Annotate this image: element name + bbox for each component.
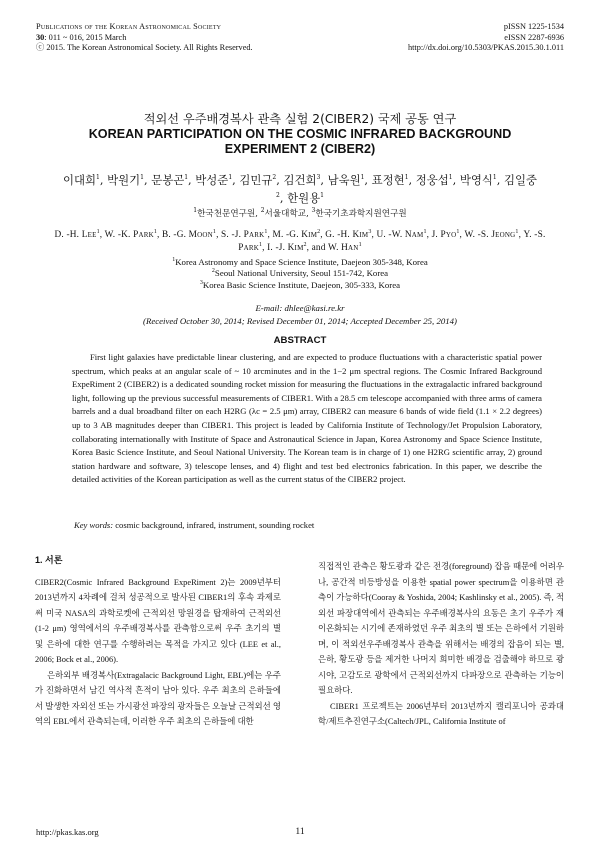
author <box>432 230 460 240</box>
author <box>55 230 100 240</box>
affiliation-name: 서울대학교 <box>264 209 307 219</box>
author <box>325 230 371 240</box>
affiliation-marker: 1 <box>264 228 268 235</box>
affiliation-text: Seoul National University, Seoul 151-742, Korea <box>214 268 389 279</box>
footer-url[interactable]: http://pkas.kas.org <box>36 827 99 837</box>
affiliation-marker: 1 <box>404 174 409 182</box>
affiliation-marker: 1 <box>320 191 324 199</box>
author-name: 표정현 <box>371 173 405 187</box>
author <box>63 173 100 187</box>
author-name: 김건희 <box>283 173 317 187</box>
affiliation-marker: 1 <box>358 241 362 248</box>
keywords <box>74 520 544 530</box>
abstract-heading: ABSTRACT <box>273 335 327 346</box>
author <box>151 173 188 187</box>
affiliation <box>193 209 255 219</box>
author-name: 정웅섭 <box>415 173 449 187</box>
affiliation-number: 2 <box>260 207 265 215</box>
author <box>464 230 518 240</box>
author <box>272 230 320 240</box>
volume-number: 30 <box>36 32 45 42</box>
affiliation-number: 3 <box>199 279 203 286</box>
author-name: B. -G. Moon <box>161 230 213 240</box>
abstract-text: First light galaxies have predictable linear clustering, and are expected to produce fluctuations with a characteristic spatial power spectrum, which peaks at an angular scale of ~ 10 arcminutes and in the 1−2 μm spectral regions. The Cosmic Infrared Background ExpeRiment 2 (CIBER2) is a dedicated sounding rocket mission for measuring the fluctuations in the extragalactic infrared background light, following up the previous successful measurements of CIBER1. With a 28.5 cm telescope accompanied with three arms of camera barrels and a dual broadband filter on each H2RG (λc = 2.5 μm) array, CIBER2 can measure 6 bands of wide field (1.1 × 2.2 degrees) up to 3 AB magnitudes deeper than CIBER1. This project is leaded by California Institute of Technology/Jet Propulsion Laboratory, collaborating internationally with Institute of Space and Astronautical Science in Japan, Korea Astronomy and Space Science Institute, Korea Basic Science Institute, and Seoul National University. The Korean team is in charge of 1) one H2RG scientific array, 2) ground station hardware and software, 3) telescope lenses, and 4) flight and test bed electronics fabrication. In this paper, we describe the detailed activities of the Korean participation as well as the current status of the CIBER2 project. <box>72 352 542 485</box>
affiliation-marker: 1 <box>96 174 100 182</box>
author-name: 박성준 <box>195 173 229 187</box>
author <box>162 230 216 240</box>
affiliation <box>312 209 407 219</box>
korean-affiliations: $^1$한국천문연구원, $^2$서울대학교, $^3$한국기초과학지원연구원 <box>193 207 407 219</box>
section-heading-introduction: 1. 서론 <box>35 555 63 565</box>
author <box>328 243 362 253</box>
author <box>287 191 324 205</box>
body-column-right <box>318 559 564 730</box>
english-title <box>30 127 570 157</box>
english-title-line-2: EXPERIMENT 2 (CIBER2) <box>224 142 376 156</box>
print-issn: pISSN 1225-1534 <box>503 22 564 31</box>
body-paragraph: CIBER2(Cosmic Infrared Background ExpeRiment 2)는 2009년부터 2013년까지 4차례에 걸쳐 성공적으로 발사된 CIBER1의 후속 과제로써 미국 NASA의 과학로켓에 근적외선 망원경을 탑재하여 근적외선(1-2 μm) 영역에서의 우주배경복사를 관측함으로써 우주 초기의 별 및 은하에 대한 연구를 수행하려는 목적을 가지고 있다 (LEE et al., 2006; Bock et al., 2006). <box>35 577 281 664</box>
page-number: 11 <box>295 826 305 837</box>
pages-date: : 011 ~ 016, 2015 March <box>44 32 127 42</box>
author-name: 박영식 <box>459 173 493 187</box>
affiliation <box>0 257 600 268</box>
author <box>267 243 307 253</box>
author <box>460 173 497 187</box>
author-name: U. -W. Nam <box>376 230 424 240</box>
affiliation-marker: 1 <box>153 228 158 235</box>
author-name: W. Han <box>327 242 359 253</box>
affiliation-marker: 1 <box>140 174 144 182</box>
author <box>372 173 409 187</box>
volume-pages <box>36 33 126 44</box>
online-issn: eISSN 2287-6936 <box>504 32 564 42</box>
affiliation-marker: 2 <box>272 174 277 182</box>
contact-email: E-mail: dhlee@kasi.re.kr <box>255 303 345 313</box>
author-name: 박원기 <box>107 173 141 187</box>
author <box>328 173 365 187</box>
affiliation-marker: 1 <box>228 174 233 182</box>
affiliation <box>261 209 306 219</box>
copyright-notice: ⓒ 2015. The Korean Astronomical Society. All Rights Reserved. <box>36 43 253 53</box>
author-name: G. -H. Kim <box>325 230 369 240</box>
affiliation <box>0 280 600 291</box>
english-affiliations <box>0 257 600 291</box>
english-author-list: D. -H. Lee$^1$, W. -K. Park$^1$, B. -G. Moon$^1$, S. -J. Park$^1$, M. -G. Kim$^2$, G. -H. Kim$^3$, U. -W. Nam$^1$, J. Pyo$^1$, W. -S. Jeong$^1$, Y. -S. Park$^1$, I. -J. Kim$^2$, and W. Han$^1$ <box>54 228 546 253</box>
body-column-left <box>35 553 281 730</box>
keywords-list: cosmic background, infrared, instrument, sounding rocket <box>115 520 315 530</box>
journal-header <box>36 22 564 54</box>
author-name: 김민규 <box>239 173 273 187</box>
affiliation-marker: 1 <box>423 228 427 235</box>
author <box>283 173 320 187</box>
author-name: 문봉곤 <box>151 173 185 187</box>
affiliation-marker: 3 <box>368 228 372 235</box>
keywords-label: Key words: <box>74 520 114 530</box>
author-name: Y. -S. Park <box>238 230 546 253</box>
affiliation-marker: 1 <box>184 174 189 182</box>
affiliation-marker: 1 <box>212 228 217 235</box>
author <box>195 173 232 187</box>
affiliation-marker: 1 <box>492 174 497 182</box>
doi-link[interactable]: http://dx.doi.org/10.5303/PKAS.2015.30.1.011 <box>407 43 564 53</box>
journal-name: Publications of the Korean Astronomical Society <box>36 22 222 31</box>
affiliation-text: Korea Basic Science Institute, Daejeon, 305-333, Korea <box>202 279 401 290</box>
author <box>221 230 268 240</box>
author-name: J. Pyo <box>431 230 457 240</box>
author-name: W. -S. Jeong <box>464 230 516 240</box>
submission-dates: (Received October 30, 2014; Revised December 01, 2014; Accepted December 25, 2014) <box>143 316 457 326</box>
author <box>416 173 453 187</box>
affiliation <box>0 268 600 279</box>
author-name: 김일중 <box>503 173 537 187</box>
body-paragraph: 직접적인 관측은 황도광과 같은 전경(foreground) 잡음 때문에 어려우나, 공간적 비등방성을 이용한 spatial power spectrum을 이용하면 관측이 가능하다(Cooray & Yoshida, 2004; Kashlinsky et al., 2005). 즉, 적외선 파장대역에서 관측되는 우주배경복사의 요동은 초기 우주가 재이온화되는 시기에 존재하였던 우주 최초의 별 또는 은하에서 기원하며, 이 적외선우주배경복사 관측을 위해서는 배경의 잡음이 되는 별, 은하, 황도광 등을 제거한 나머지 희미한 배경을 검출해야 하므로 광시야, 고감도로 광학에서 근적외선까지 다파장으로 관측하는 기능이 필요하다. <box>318 562 564 695</box>
author-name: W. -K. Park <box>104 230 154 240</box>
affiliation-marker: 2 <box>317 228 321 235</box>
affiliation-number: 1 <box>193 207 198 215</box>
author <box>105 230 157 240</box>
author <box>239 173 276 187</box>
affiliation-marker: 1 <box>259 241 263 248</box>
affiliation-name: 한국천문연구원 <box>197 209 256 219</box>
affiliation-marker: 3 <box>316 174 321 182</box>
affiliation-number: 1 <box>172 257 176 264</box>
body-paragraph: 은하외부 배경복사(Extragalacic Background Light, EBL)에는 우주가 진화하면서 남긴 역사적 흔적이 남아 있다. 우주 최초의 은하들에서 발생한 자외선 또는 가시광선 파장의 광자들은 오늘날 근적외선 영역의 EBL에서 관측되는데, 이러한 우주 최초의 은하들에 대한 <box>35 670 281 726</box>
author-name: I. -J. Kim <box>267 242 304 253</box>
author-name: 이대희 <box>63 173 97 187</box>
author-name: 남욱원 <box>327 173 361 187</box>
korean-title: 적외선 우주배경복사 관측 실험 2(CIBER2) 국제 공동 연구 <box>143 112 457 126</box>
affiliation-marker: 2 <box>303 241 307 248</box>
affiliation-marker: 1 <box>96 228 100 235</box>
affiliation-name: 한국기초과학지원연구원 <box>315 209 407 219</box>
affiliation-text: Korea Astronomy and Space Science Institute, Daejeon 305-348, Korea <box>175 257 428 267</box>
author-name: S. -J. Park <box>221 230 265 240</box>
english-title-line-1: KOREAN PARTICIPATION ON THE COSMIC INFRARED BACKGROUND <box>88 127 512 141</box>
affiliation-marker: 1 <box>448 174 453 182</box>
affiliation-number: 3 <box>311 207 316 215</box>
author-name: D. -H. Lee <box>54 230 97 240</box>
affiliation-number: 2 <box>211 268 215 275</box>
body-paragraph: CIBER1 프로젝트는 2006년부터 2013년까지 캘리포니아 공과대학/제트추진연구소(Caltech/JPL, California Institute of <box>318 701 564 726</box>
author <box>376 230 426 240</box>
affiliation-marker: 1 <box>456 228 460 235</box>
author <box>107 173 144 187</box>
affiliation-marker: 2 <box>276 191 280 199</box>
author-name: M. -G. Kim <box>272 230 318 240</box>
korean-author-list: 이대희$^1$, 박원기$^1$, 문봉곤$^1$, 박성준$^1$, 김민규$^2$, 김건희$^3$, 남욱원$^1$, 표정현$^1$, 정웅섭$^1$, 박영식$^1$, 김일중$^2$, 한원용$^1$ <box>63 173 537 205</box>
author-name: 한원용 <box>287 190 321 205</box>
affiliation-marker: 1 <box>515 228 519 235</box>
affiliation-marker: 1 <box>360 174 365 182</box>
